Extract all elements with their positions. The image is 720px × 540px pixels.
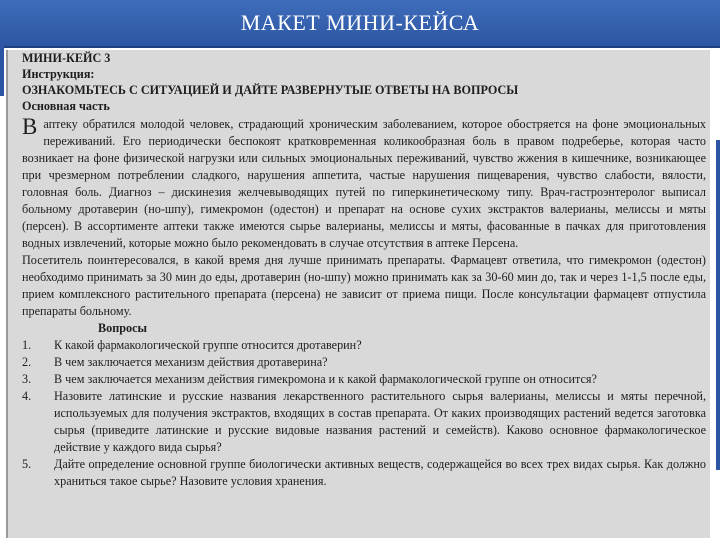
question-number: 4. [22, 389, 32, 403]
question-item [22, 388, 706, 456]
question-number: 5. [22, 457, 32, 471]
case-content [22, 50, 706, 490]
questions-heading: Вопросы [98, 321, 148, 335]
instruction-label: Инструкция: [22, 67, 95, 81]
case-paragraph-1-text: аптеку обратился молодой человек, страдающий хроническим заболеванием, которое обостряется на фоне эмоциональных переживаний. Его периодически беспокоят кратковременная коликообразная боль в правом подреберье, которая часто возникает на фоне физической нагрузки или сильных эмоциональных переживаний, чувство жжения в кишечнике, возникающее при чрезмерном потреблении сладкого, нарушения аппетита, частые нарушения пищеварения, чувство слабости, вялости, головная боль. Диагноз – дискинезия желчевыводящих путей по гиперкинетическому типу. Врач-гастроэнтеролог выписал больному дротаверин (но-шпу), гимекромон (одестон) и препарат на основе сухих экстрактов валерианы, мелиссы и мяты (персен). В ассортименте аптеки также имеются сырье валерианы, мелиссы и мяты, фасованные в пачках для приготовления водных извлечений, которые можно было рекомендовать в случае отсутствия в аптеке Персена. [22, 117, 706, 250]
case-paragraph-2: Посетитель поинтересовался, в какой время дня лучше принимать препараты. Фармацевт ответила, что гимекромон (одестон) необходимо принимать за 30 мин до еды, дротаверин (но-шпу) можно принимать как за 30-60 мин до, так и через 1-1,5 после еды, прием комплексного растительного препарата (персена) не зависит от приема пищи. После консультации фармацевт отпустила препараты больному. [22, 253, 706, 318]
right-accent-bar [716, 140, 720, 470]
drop-cap-letter: В [22, 114, 38, 139]
section-label: Основная часть [22, 99, 110, 113]
question-item [22, 337, 706, 354]
question-item [22, 456, 706, 490]
question-number: 3. [22, 372, 32, 386]
question-text: В чем заключается механизм действия гимекромона и к какой фармакологической группе он относится? [54, 372, 597, 386]
question-item [22, 354, 706, 371]
question-text: В чем заключается механизм действия дротаверина? [54, 355, 328, 369]
slide-title: МАКЕТ МИНИ-КЕЙСА [0, 0, 720, 48]
question-text: К какой фармакологической группе относится дротаверин? [54, 338, 362, 352]
instruction-text: ОЗНАКОМЬТЕСЬ С СИТУАЦИЕЙ И ДАЙТЕ РАЗВЕРНУТЫЕ ОТВЕТЫ НА ВОПРОСЫ [22, 83, 519, 97]
question-number: 1. [22, 338, 32, 352]
question-text: Дайте определение основной группе биологически активных веществ, содержащейся во всех трех видах сырья. Как должно храниться такое сырье? Назовите условия хранения. [54, 457, 706, 488]
case-label: МИНИ-КЕЙС 3 [22, 51, 111, 65]
question-item [22, 371, 706, 388]
questions-list [22, 337, 706, 490]
case-paragraph-1 [22, 116, 706, 252]
left-accent-bar [0, 46, 4, 96]
question-text: Назовите латинские и русские названия лекарственного растительного сырья валерианы, мелиссы и мяты перечной, используемых для получения экстрактов, входящих в состав препарата. От каких производящих растений ведется заготовка сырья (приведите латинские и русские видовые названия растений и семейств). Каково основное фармакологическое действие у каждого вида сырья? [54, 389, 706, 454]
case-card [6, 50, 710, 538]
question-number: 2. [22, 355, 32, 369]
